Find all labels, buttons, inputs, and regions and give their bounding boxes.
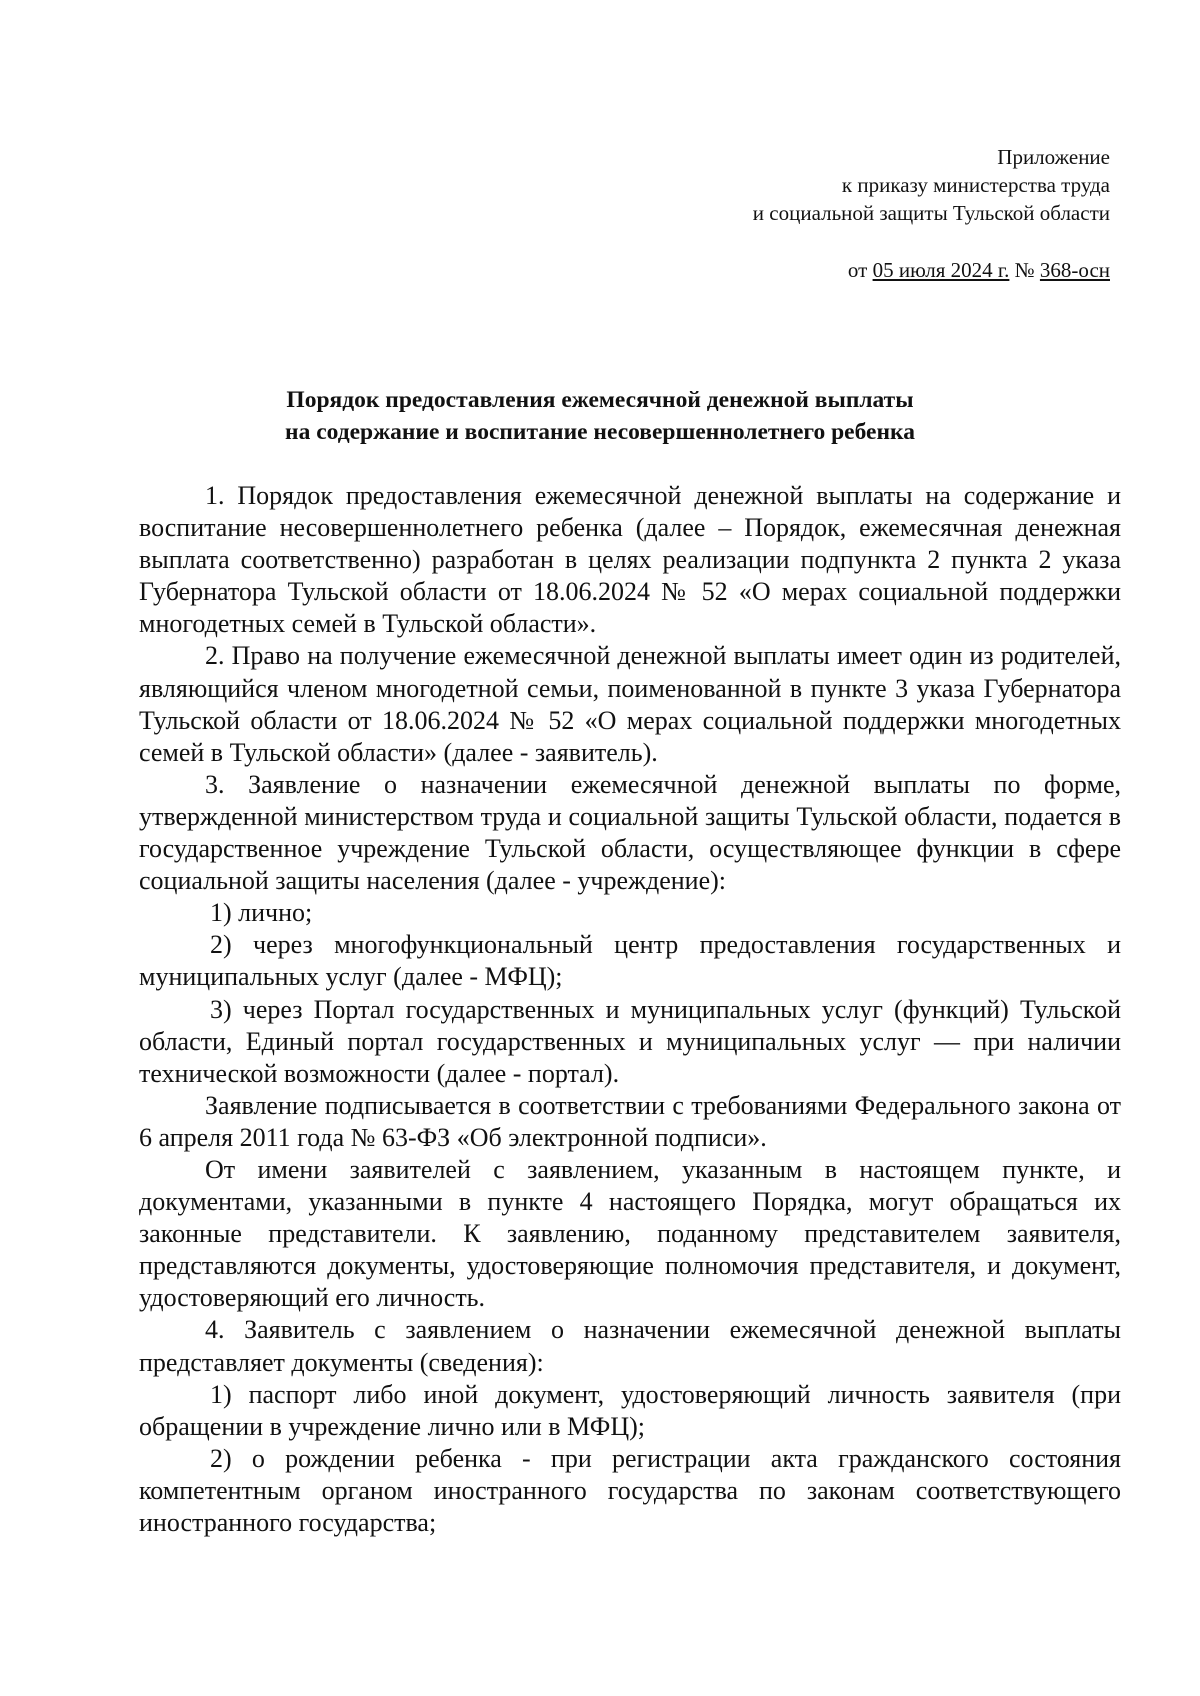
list-item-portal: 3) через Портал государственных и муниципальных услуг (функций) Тульской области, Единый портал государственных и муниципальных услуг — при наличии технической возможности (далее - портал).	[139, 994, 1121, 1088]
appendix-header	[753, 143, 1110, 227]
order-number-sign: №	[1009, 258, 1040, 282]
order-reference	[848, 256, 1110, 284]
document-body	[139, 480, 1121, 1539]
appendix-line: и социальной защиты Тульской области	[752, 201, 1110, 225]
order-number: 368-осн	[1039, 258, 1110, 282]
list-item-passport: 1) паспорт либо иной документ, удостоверяющий личность заявителя (при обращении в учреждение лично или в МФЦ);	[139, 1379, 1121, 1441]
appendix-line: к приказу министерства труда	[841, 173, 1110, 197]
order-prefix: от	[847, 258, 873, 282]
paragraph-2: 2. Право на получение ежемесячной денежной выплаты имеет один из родителей, являющийся членом многодетной семьи, поименованной в пункте 3 указа Губернатора Тульской области от 18.06.2024 № 52 «О мерах социальной поддержки многодетных семей в Тульской области» (далее - заявитель).	[139, 641, 1121, 767]
title-line: Порядок предоставления ежемесячной денежной выплаты	[286, 387, 914, 413]
list-item-in-person: 1) лично;	[210, 898, 313, 928]
paragraph-1: 1. Порядок предоставления ежемесячной денежной выплаты на содержание и воспитание несовершеннолетнего ребенка (далее – Порядок, ежемесячная денежная выплата соответственно) разработан в целях реализации подпункта 2 пункта 2 указа Губернатора Тульской области от 18.06.2024 № 52 «О мерах социальной поддержки многодетных семей в Тульской области».	[139, 481, 1121, 639]
paragraph-3: 3. Заявление о назначении ежемесячной денежной выплаты по форме, утвержденной министерством труда и социальной защиты Тульской области, подается в государственное учреждение Тульской области, осуществляющее функции в сфере социальной защиты населения (далее - учреждение):	[139, 769, 1121, 896]
appendix-line: Приложение	[997, 145, 1110, 169]
paragraph-4: 4. Заявитель с заявлением о назначении ежемесячной денежной выплаты представляет документы (сведения):	[139, 1315, 1121, 1377]
document-title	[0, 384, 1200, 448]
paragraph-signature: Заявление подписывается в соответствии с требованиями Федерального закона от 6 апреля 2011 года № 63-ФЗ «Об электронной подписи».	[139, 1090, 1121, 1152]
paragraph-representatives: От имени заявителей с заявлением, указанным в настоящем пункте, и документами, указанными в пункте 4 настоящего Порядка, могут обращаться их законные представители. К заявлению, поданному представителем заявителя, представляются документы, удостоверяющие полномочия представителя, и документ, удостоверяющий его личность.	[139, 1154, 1121, 1313]
title-line: на содержание и воспитание несовершеннолетнего ребенка	[285, 419, 915, 445]
order-date: 05 июля 2024 г.	[872, 258, 1010, 282]
list-item-birth: 2) о рождении ребенка - при регистрации акта гражданского состояния компетентным органом иностранного государства по законам соответствующего иностранного государства;	[139, 1443, 1121, 1537]
list-item-mfc: 2) через многофункциональный центр предоставления государственных и муниципальных услуг (далее - МФЦ);	[139, 930, 1121, 992]
